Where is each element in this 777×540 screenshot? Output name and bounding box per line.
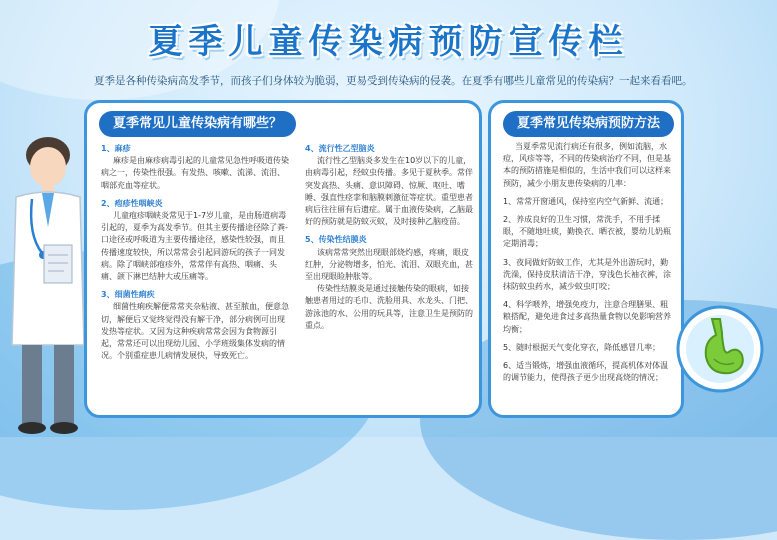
stomach-illustration-icon bbox=[676, 305, 764, 393]
right-info-panel bbox=[488, 100, 684, 418]
prevention-intro: 当夏季常见流行病还有很多，例如流脑，水痘，风疹等等，不同的传染病治疗不同，但是基本的预防措施是相似的，生活中我们可以这样来预防，减少小朋友患传染病的几率： bbox=[503, 142, 671, 188]
prevention-item: 1、常常开窗通风，保持室内空气新鲜、流通； bbox=[503, 196, 669, 206]
disease-title: 1、麻疹 bbox=[101, 144, 131, 153]
prevention-item: 4、科学喂养，增强免疫力，注意合理膳果、粗粮搭配，避免进食过多高热量食物以免影响营养均衡； bbox=[503, 300, 671, 334]
page-title: 夏季儿童传染病预防宣传栏 bbox=[148, 22, 629, 62]
prevention-item: 6、适当锻炼，增强血液循环，提高机体对体温的调节能力，使得孩子更少出现高烧的情况； bbox=[503, 361, 669, 383]
left-info-panel bbox=[84, 100, 482, 418]
right-panel-header: 夏季常见传染病预防方法 bbox=[503, 111, 674, 137]
disease-text: 该病常常突然出现眼部烧灼感，疼痛，眼皮红肿，分泌物增多，怕光、流泪、双眼充血，甚至出现眼睑肿胀等。 bbox=[305, 247, 473, 282]
disease-title: 5、传染性结膜炎 bbox=[305, 235, 367, 245]
left-panel-header: 夏季常见儿童传染病有哪些？ bbox=[99, 111, 296, 137]
prevention-item: 2、养成良好的卫生习惯，常洗手，不用手揉眼，不随地吐痰，勤换衣、晒衣被，婴幼儿奶瓶定期消毒； bbox=[503, 215, 671, 249]
disease-text: 儿童疱疹咽峡炎常见于1-7岁儿童，是由肠道病毒引起的，夏季为高发季节。但其主要传播途径除了粪-口途径或呼吸道为主要传播途径，感染性较强，而且传播速度较快，所以常常会引起同游玩的孩子一同发病。除了咽峡部疱疹外，常常伴有高热、咽痛、头痛、颌下淋巴结肿大或压痛等。 bbox=[101, 211, 288, 282]
prevention-item: 3、夜间做好防蚊工作，尤其是外出游玩时，勤洗澡，保持皮肤清洁干净，穿浅色长袖衣裤，涂抹防蚊虫药水，减少蚊虫叮咬； bbox=[503, 257, 671, 292]
left-panel-column-2 bbox=[305, 143, 475, 332]
disease-title: 4、流行性乙型脑炎 bbox=[305, 144, 375, 153]
disease-text: 细菌性痢疾解便常常夹杂粘液、甚至脓血，便意急切，解便后又觉终觉得没有解干净，部分病例可出现发热等症状。又因为这种疾病常常会因为食物源引起，常常还可以出现幼儿园、小学班级集体发病的情况。个别重症患儿病情发展快，导致死亡。 bbox=[101, 302, 289, 361]
prevention-list bbox=[503, 141, 673, 384]
disease-title: 3、细菌性痢疾 bbox=[101, 290, 155, 300]
disease-text: 麻疹是由麻疹病毒引起的儿童常见急性呼吸道传染病之一，传染性很强。有发热、咳嗽、流涕、流泪、咽部充血等症状。 bbox=[101, 156, 289, 190]
disease-text: 流行性乙型脑炎多发生在10岁以下的儿童，由病毒引起，经蚊虫传播。多见于夏秋季。常伴突发高热、头痛、意识障碍、惊厥、呕吐、嗜睡、强直性痉挛和脑膜刺激征等症状。重型患者病后往往留有后遗症。属于血液传染病，乙脑最好的预防就是防蚊灭蚊，及时接种乙脑疫苗。 bbox=[305, 156, 473, 227]
doctor-illustration-icon bbox=[2, 135, 92, 437]
prevention-item: 5、随时根据天气变化穿衣，降低感冒几率； bbox=[503, 342, 661, 352]
disease-title: 2、疱疹性咽峡炎 bbox=[101, 198, 163, 208]
left-panel-column-1 bbox=[101, 143, 291, 362]
disease-text: 传染性结膜炎是通过接触传染的眼病，如接触患者用过的毛巾、洗脸用具、水龙头、门把、游泳池的水、公用的玩具等，注意卫生是预防的重点。 bbox=[305, 284, 473, 330]
intro-text: 夏季是各种传染病高发季节，而孩子们身体较为脆弱，更易受到传染病的侵袭。在夏季有哪些儿童常见的传染病？一起来看看吧。 bbox=[94, 75, 693, 87]
